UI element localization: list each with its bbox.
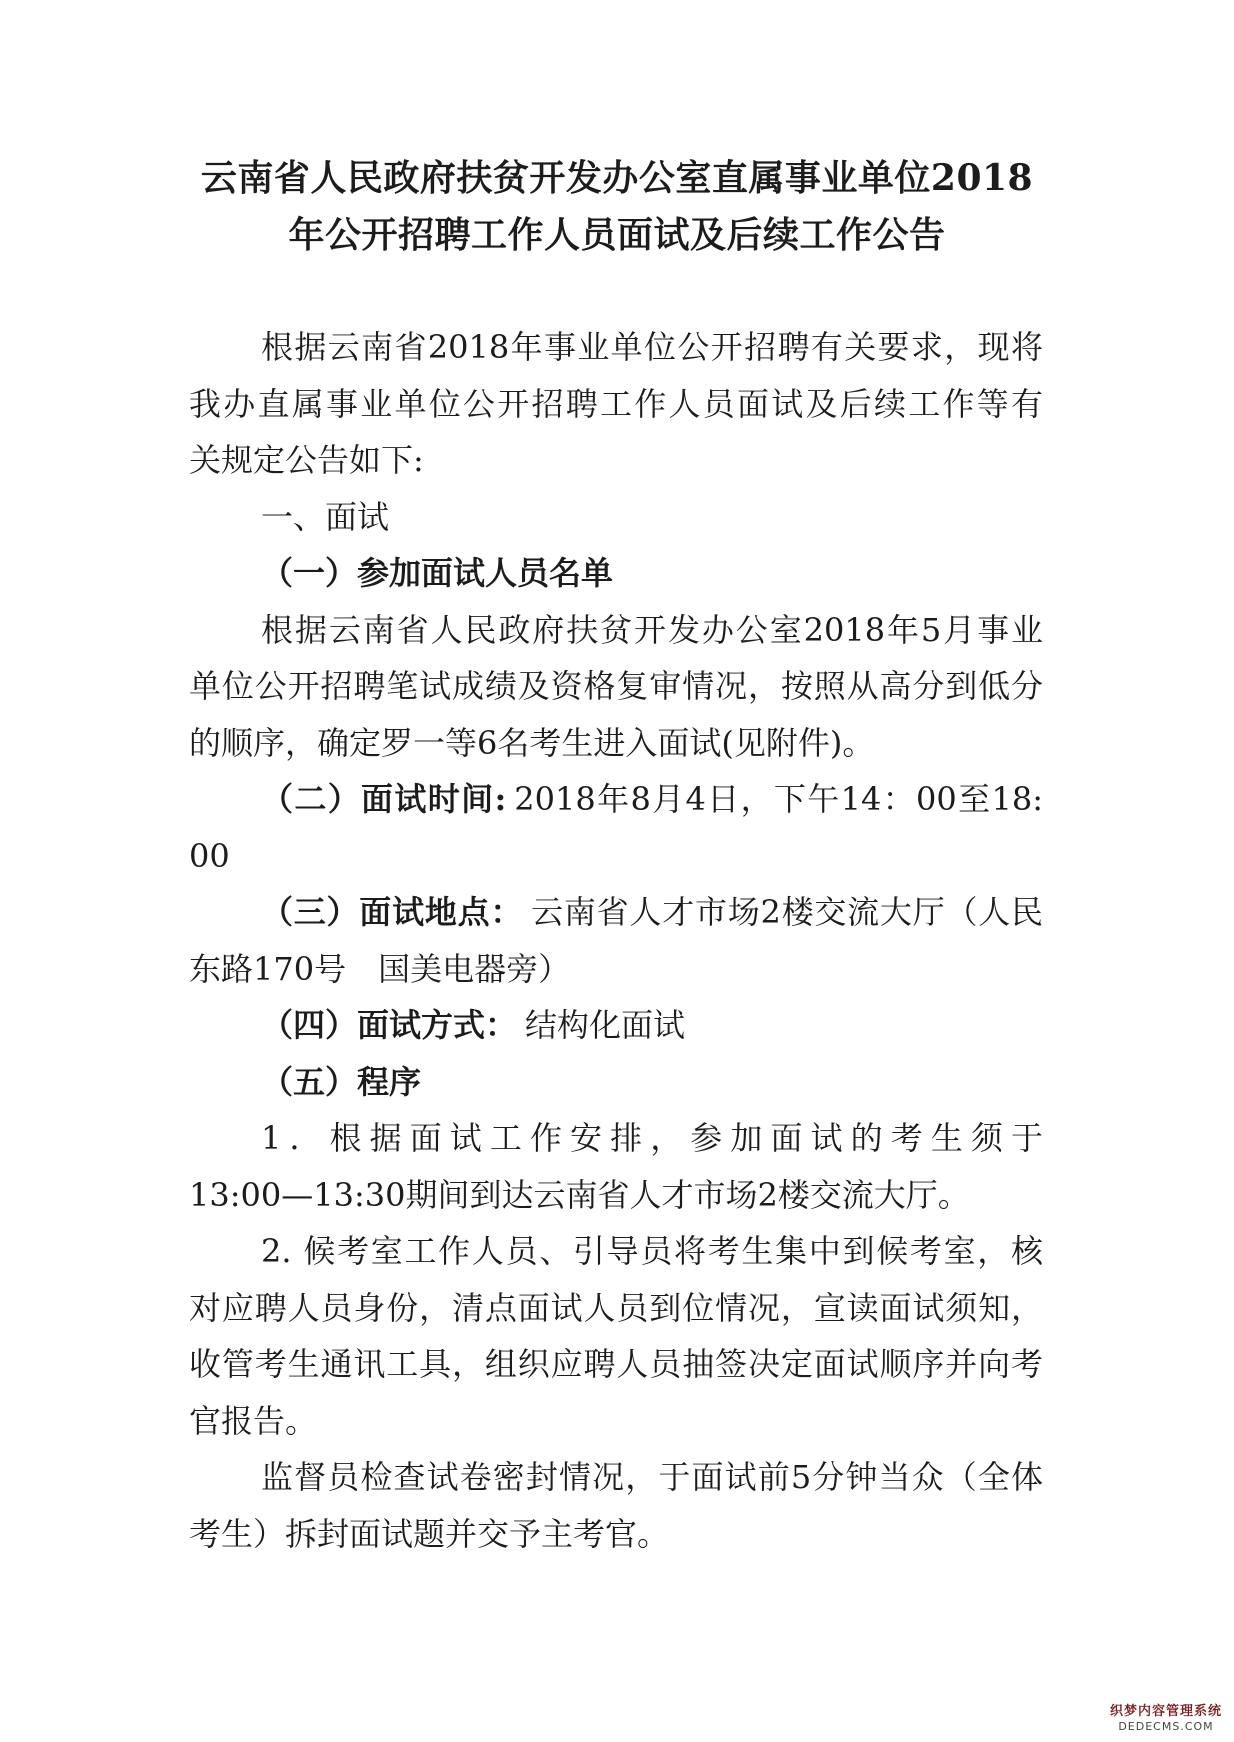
candidates-line: 的顺序，确定罗一等6名考生进入面试(见附件)。 [189, 723, 875, 762]
procedure-supervision-line: 监督员检查试卷密封情况，于面试前5分钟当众（全体 [261, 1458, 1043, 1496]
procedure-step2-line: 2. 候考室工作人员、引导员将考生集中到候考室，核 [261, 1232, 1043, 1270]
interview-place-value: 云南省人才市场2楼交流大厅（人民 [531, 893, 1043, 931]
procedure-step2-line: 对应聘人员身份，清点面试人员到位情况，宣读面试须知， [189, 1288, 1043, 1327]
interview-place-line [189, 884, 1043, 941]
interview-method-value: 结构化面试 [525, 1006, 686, 1044]
candidates-line: 单位公开招聘笔试成绩及资格复审情况，按照从高分到低分 [189, 667, 1043, 705]
subheading-candidates: （一）参加面试人员名单 [261, 554, 614, 592]
interview-time-label: （二）面试时间: [261, 780, 507, 818]
procedure-supervision-line: 考生）拆封面试题并交予主考官。 [189, 1514, 670, 1553]
interview-time-line [189, 771, 1043, 828]
procedure-step1-line: 1．根据面试工作安排，参加面试的考生须于 [261, 1119, 1043, 1157]
procedure-step1-line: 13:00—13:30期间到达云南省人才市场2楼交流大厅。 [189, 1175, 970, 1214]
watermark-line-1: 织梦内容管理系统 [1109, 1704, 1222, 1719]
site-watermark [1110, 1704, 1222, 1734]
intro-line: 根据云南省2018年事业单位公开招聘有关要求，现将 [261, 328, 1043, 366]
subheading-procedure: （五）程序 [261, 1062, 422, 1101]
intro-line: 我办直属事业单位公开招聘工作人员面试及后续工作等有 [189, 384, 1043, 423]
interview-method-label: （四）面试方式： [261, 1006, 518, 1044]
intro-line: 关规定公告如下: [189, 441, 424, 479]
interview-method-line [189, 997, 1043, 1054]
watermark-line-2: DEDECMS.COM [1118, 1720, 1214, 1733]
procedure-step2-line: 收管考生通讯工具，组织应聘人员抽签决定面试顺序并向考 [189, 1345, 1043, 1383]
interview-place-label: （三）面试地点： [261, 893, 524, 931]
section-heading-interview: 一、面试 [261, 497, 390, 536]
title-line-2: 年公开招聘工作人员面试及后续工作公告 [288, 214, 946, 256]
procedure-step2-line: 官报告。 [189, 1401, 318, 1440]
document-title [0, 150, 1234, 264]
document-body [189, 319, 1043, 1562]
interview-place-line: 东路170号 国美电器旁） [189, 949, 571, 988]
interview-time-value: 2018年8月4日，下午14：00至18: [514, 780, 1043, 818]
title-line-1: 云南省人民政府扶贫开发办公室直属事业单位2018 [200, 157, 1034, 199]
interview-time-line: 00 [189, 836, 230, 875]
candidates-line: 根据云南省人民政府扶贫开发办公室2018年5月事业 [261, 610, 1043, 649]
